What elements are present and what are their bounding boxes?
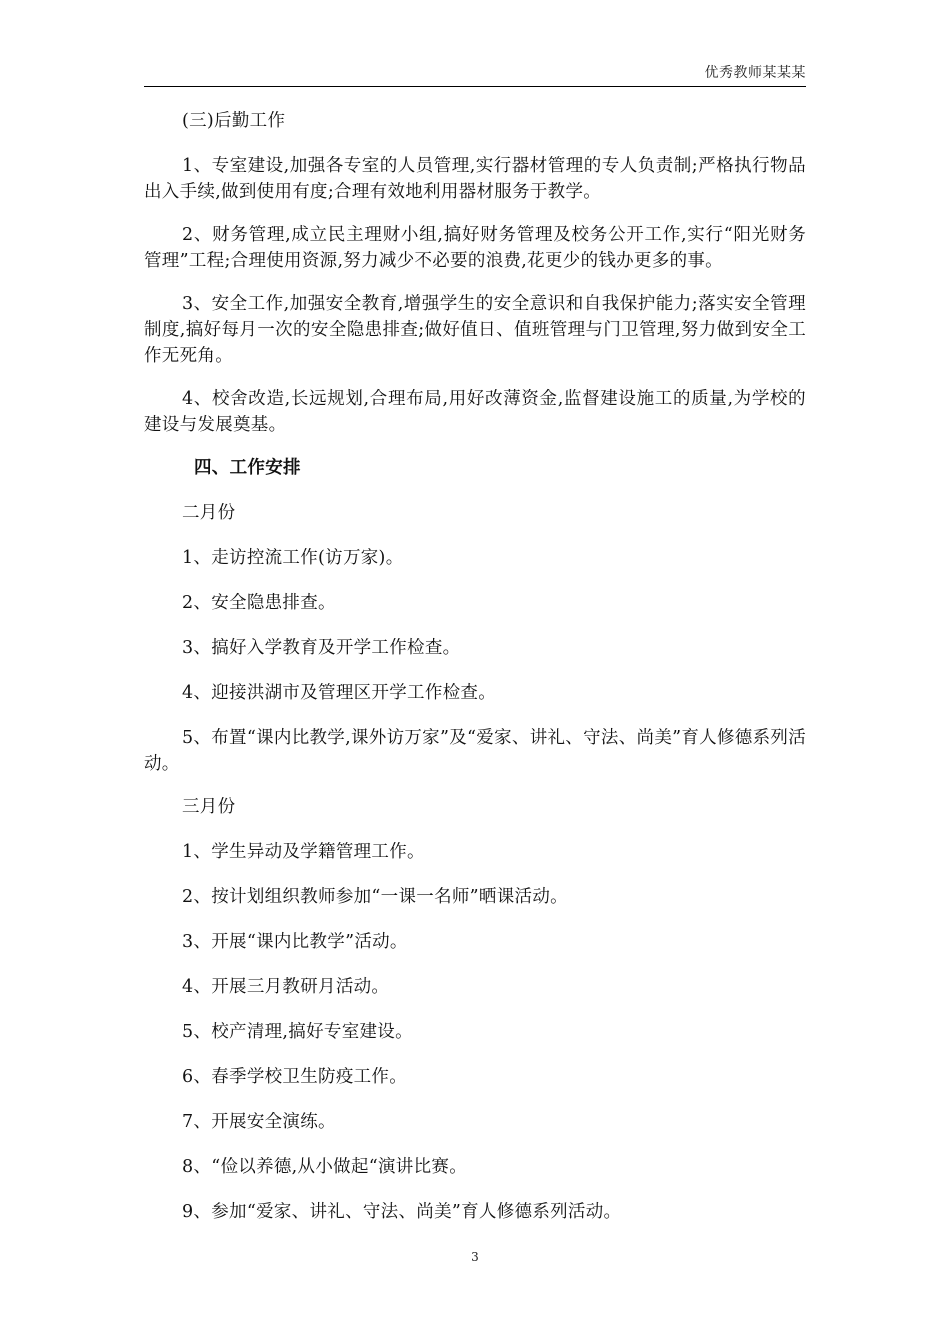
paragraph-room-construction: 1、专室建设,加强各专室的人员管理,实行器材管理的专人负责制;严格执行物品出入手续,做到使用有度;合理有效地利用器材服务于教学。: [144, 156, 806, 202]
list-item: 5、校产清理,搞好专室建设。: [182, 1022, 413, 1042]
document-body: [144, 108, 806, 1244]
list-item: 2、按计划组织教师参加“一课一名师”晒课活动。: [182, 887, 568, 907]
list-item: 8、“俭以养德,从小做起“演讲比赛。: [182, 1157, 467, 1177]
month-heading-march: 三月份: [182, 797, 236, 817]
paragraph-finance-management: 2、财务管理,成立民主理财小组,搞好财务管理及校务公开工作,实行“阳光财务管理”工程;合理使用资源,努力减少不必要的浪费,花更少的钱办更多的事。: [144, 225, 806, 271]
header-divider: [144, 86, 806, 87]
list-item: 4、迎接洪湖市及管理区开学工作检查。: [182, 683, 497, 703]
list-item: 6、春季学校卫生防疫工作。: [182, 1067, 408, 1087]
list-item: 3、搞好入学教育及开学工作检查。: [182, 638, 461, 658]
list-item: 5、布置“课内比教学,课外访万家”及“爱家、讲礼、守法、尚美”育人修德系列活动。: [144, 728, 806, 774]
paragraph-safety-work: 3、安全工作,加强安全教育,增强学生的安全意识和自我保护能力;落实安全管理制度,搞好每月一次的安全隐患排查;做好值日、值班管理与门卫管理,努力做到安全工作无死角。: [144, 294, 806, 366]
section-heading-logistics: (三)后勤工作: [182, 111, 286, 131]
list-item: 1、走访控流工作(访万家)。: [182, 548, 404, 568]
page-header-title: 优秀教师某某某: [704, 65, 806, 81]
list-item: 9、参加“爱家、讲礼、守法、尚美”育人修德系列活动。: [182, 1202, 622, 1222]
list-item: 3、开展“课内比教学”活动。: [182, 932, 408, 952]
page-number: 3: [471, 1250, 479, 1264]
list-item: 2、安全隐患排查。: [182, 593, 336, 613]
list-item: 4、开展三月教研月活动。: [182, 977, 390, 997]
month-heading-february: 二月份: [182, 503, 236, 523]
list-item: 1、学生异动及学籍管理工作。: [182, 842, 425, 862]
section-heading-work-schedule: 四、工作安排: [194, 458, 301, 478]
paragraph-building-renovation: 4、校舍改造,长远规划,合理布局,用好改薄资金,监督建设施工的质量,为学校的建设与发展奠基。: [144, 389, 806, 435]
list-item: 7、开展安全演练。: [182, 1112, 336, 1132]
